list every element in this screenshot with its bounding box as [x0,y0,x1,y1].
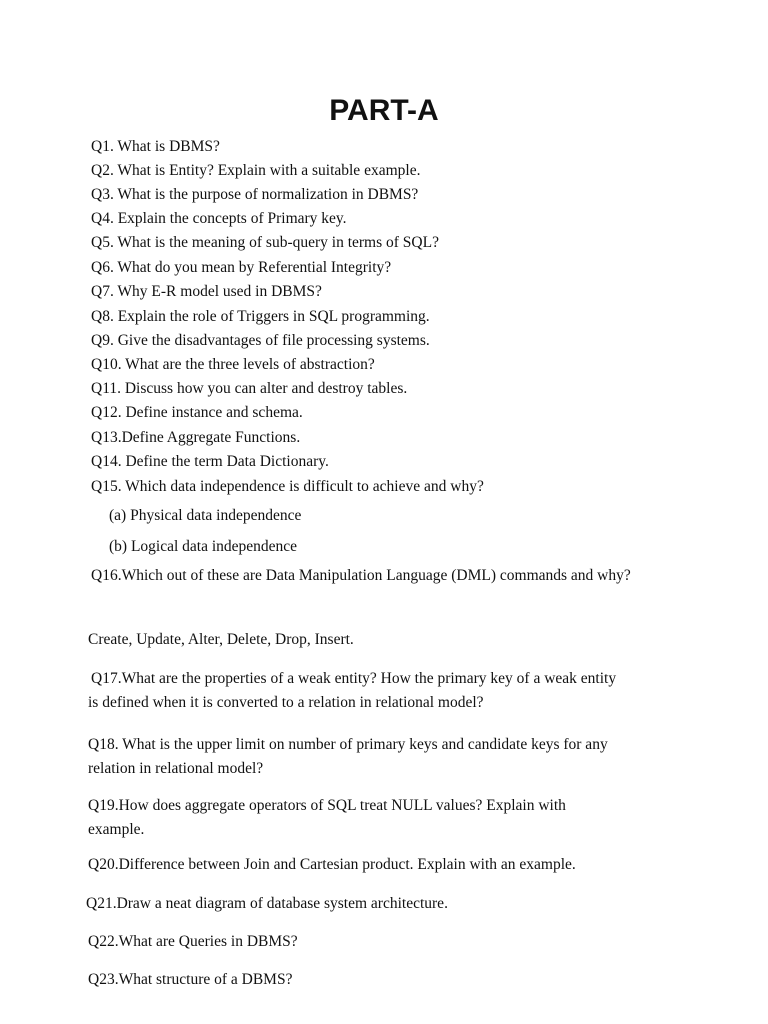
question-6: Q6. What do you mean by Referential Integrity? [91,259,392,276]
question-4: Q4. Explain the concepts of Primary key. [91,210,347,227]
question-18: Q18. What is the upper limit on number of primary keys and candidate keys for any relation in relational model? [88,736,608,777]
page-title: PART-A [329,94,439,127]
question-15-option-a: (a) Physical data independence [109,507,302,524]
question-15: Q15. Which data independence is difficult to achieve and why? [91,478,484,495]
question-14: Q14. Define the term Data Dictionary. [91,453,329,470]
question-12: Q12. Define instance and schema. [91,404,303,421]
question-9: Q9. Give the disadvantages of file processing systems. [91,332,430,349]
question-3: Q3. What is the purpose of normalization in DBMS? [91,186,419,203]
question-10: Q10. What are the three levels of abstraction? [91,356,375,373]
question-15-option-b: (b) Logical data independence [109,538,298,555]
question-22: Q22.What are Queries in DBMS? [88,933,298,950]
question-13: Q13.Define Aggregate Functions. [91,429,301,446]
question-23: Q23.What structure of a DBMS? [88,971,293,988]
question-5: Q5. What is the meaning of sub-query in terms of SQL? [91,234,439,251]
question-2: Q2. What is Entity? Explain with a suitable example. [91,162,421,179]
question-11: Q11. Discuss how you can alter and destroy tables. [91,380,408,397]
question-1: Q1. What is DBMS? [91,138,220,155]
question-17: Q17.What are the properties of a weak entity? How the primary key of a weak entity is defined when it is converted to a relation in relational model? [88,670,617,711]
question-20: Q20.Difference between Join and Cartesian product. Explain with an example. [88,856,576,873]
question-16-options: Create, Update, Alter, Delete, Drop, Insert. [88,631,354,648]
question-21: Q21.Draw a neat diagram of database system architecture. [86,895,448,912]
question-7: Q7. Why E-R model used in DBMS? [91,283,322,300]
question-16: Q16.Which out of these are Data Manipulation Language (DML) commands and why? [91,567,631,584]
question-8: Q8. Explain the role of Triggers in SQL programming. [91,308,430,325]
question-19: Q19.How does aggregate operators of SQL treat NULL values? Explain with example. [88,797,566,838]
